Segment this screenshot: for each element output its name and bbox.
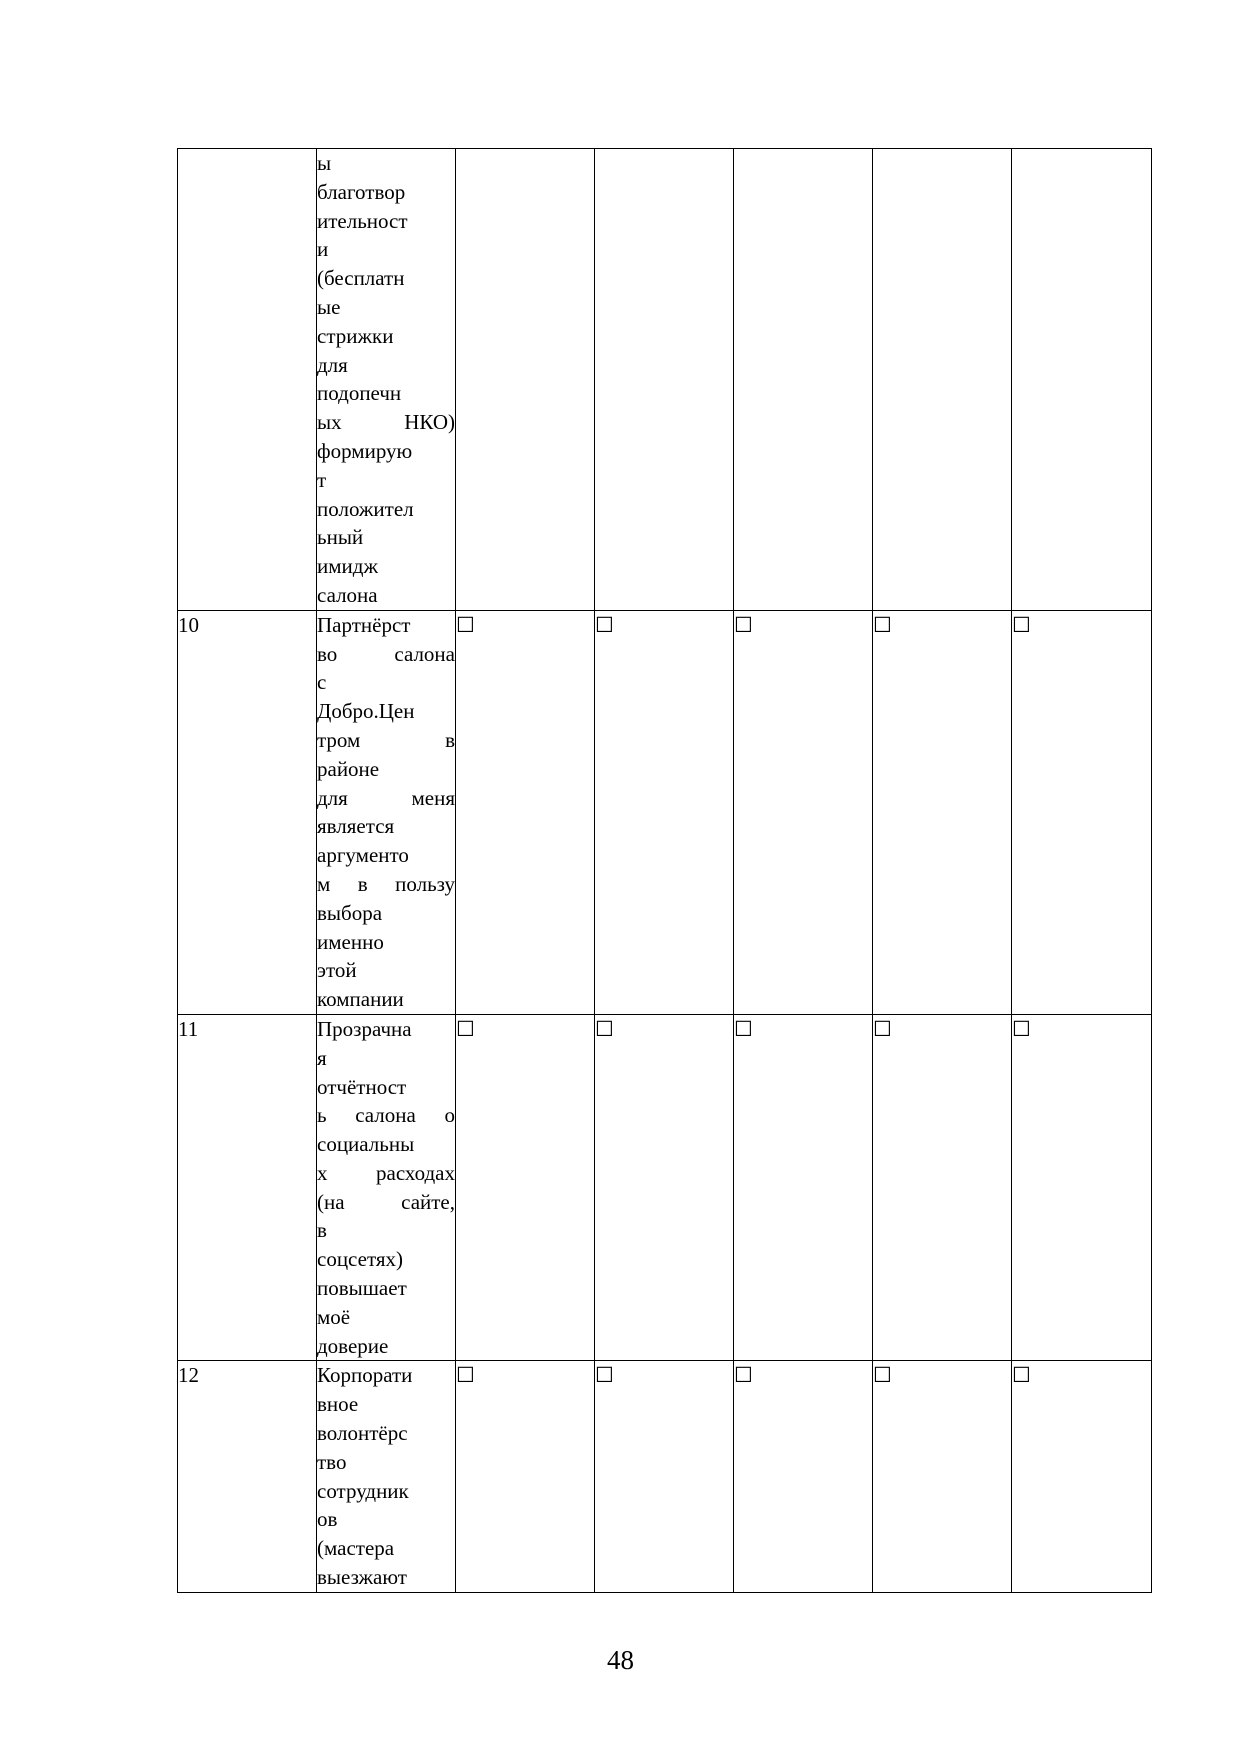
rating-cell (1012, 1014, 1152, 1361)
statement-line: имидж (317, 554, 378, 579)
statement-line: Партнёрст (317, 612, 411, 637)
statement-line: и (317, 237, 329, 262)
statement-line: (на сайте, (317, 1189, 455, 1214)
rating-cell (873, 1014, 1012, 1361)
statement-line: этой (317, 958, 357, 983)
rating-cell (595, 1014, 734, 1361)
rating-checkbox[interactable]: ☐ (873, 612, 892, 637)
statement-text (317, 149, 456, 611)
statement-line: х расходах (317, 1160, 455, 1185)
statement-line: благотвор (317, 179, 406, 204)
statement-line: для меня (317, 785, 455, 810)
statement-line: сотрудник (317, 1478, 409, 1503)
statement-line: стрижки (317, 323, 394, 348)
table-row (178, 1361, 1152, 1592)
statement-line: вное (317, 1392, 359, 1417)
statement-line: Прозрачна (317, 1016, 412, 1041)
statement-line: т (317, 467, 327, 492)
statement-line: салона (317, 582, 378, 607)
statement-line: тром в (317, 727, 455, 752)
statement-line: отчётност (317, 1074, 407, 1099)
rating-checkbox[interactable]: ☐ (595, 1016, 614, 1041)
rating-cell (873, 149, 1012, 611)
rating-cell (734, 149, 873, 611)
statement-line: (мастера (317, 1536, 395, 1561)
table-row (178, 1014, 1152, 1361)
rating-cell (595, 1361, 734, 1592)
rating-checkbox[interactable]: ☐ (456, 612, 475, 637)
rating-checkbox[interactable]: ☐ (734, 1363, 753, 1388)
rating-checkbox[interactable]: ☐ (734, 1016, 753, 1041)
rating-cell (456, 610, 595, 1014)
statement-line: Корпорати (317, 1363, 413, 1388)
rating-cell (734, 1361, 873, 1592)
statement-line: м в пользу (317, 871, 455, 896)
statement-line: социальны (317, 1132, 415, 1157)
rating-checkbox[interactable]: ☐ (734, 612, 753, 637)
rating-cell (595, 149, 734, 611)
statement-line: является (317, 814, 395, 839)
statement-line: с (317, 670, 327, 695)
rating-cell (1012, 1361, 1152, 1592)
rating-checkbox[interactable]: ☐ (873, 1016, 892, 1041)
statement-line: тво (317, 1449, 347, 1474)
rating-cell (595, 610, 734, 1014)
item-number: 10 (178, 610, 317, 1014)
rating-cell (456, 1361, 595, 1592)
statement-line: ых НКО) (317, 410, 455, 435)
rating-cell (456, 1014, 595, 1361)
statement-line: компании (317, 987, 404, 1012)
statement-line: ительност (317, 208, 408, 233)
statement-line: ов (317, 1507, 338, 1532)
statement-line: подопечн (317, 381, 402, 406)
rating-cell (456, 149, 595, 611)
statement-line: (бесплатн (317, 266, 405, 291)
item-number (178, 149, 317, 611)
statement-line: ьный (317, 525, 364, 550)
statement-line: районе (317, 756, 380, 781)
statement-text (317, 1014, 456, 1361)
statement-line: Добро.Цен (317, 699, 415, 724)
page-number: 48 (607, 1645, 634, 1675)
statement-line: ы (317, 151, 332, 175)
rating-cell (734, 1014, 873, 1361)
statement-line: соцсетях) (317, 1247, 404, 1272)
rating-cell (1012, 610, 1152, 1014)
rating-checkbox[interactable]: ☐ (456, 1016, 475, 1041)
rating-cell (1012, 149, 1152, 611)
statement-line: положител (317, 496, 414, 521)
statement-line: в (317, 1218, 327, 1243)
statement-line: я (317, 1045, 327, 1070)
statement-text (317, 610, 456, 1014)
rating-cell (873, 1361, 1012, 1592)
rating-checkbox[interactable]: ☐ (1012, 1016, 1031, 1041)
statement-line: во салона (317, 641, 455, 666)
statement-line: повышает (317, 1276, 407, 1301)
item-number: 12 (178, 1361, 317, 1592)
statement-line: формирую (317, 438, 413, 463)
rating-checkbox[interactable]: ☐ (1012, 612, 1031, 637)
table-row (178, 149, 1152, 611)
rating-cell (873, 610, 1012, 1014)
statement-line: доверие (317, 1333, 389, 1358)
statement-line: именно (317, 929, 384, 954)
rating-checkbox[interactable]: ☐ (595, 1363, 614, 1388)
rating-checkbox[interactable]: ☐ (595, 612, 614, 637)
rating-checkbox[interactable]: ☐ (456, 1363, 475, 1388)
statement-text (317, 1361, 456, 1592)
survey-table-body (178, 149, 1152, 1593)
statement-line: выбора (317, 900, 383, 925)
table-row (178, 610, 1152, 1014)
statement-line: волонтёрс (317, 1421, 408, 1446)
statement-line: ые (317, 294, 341, 319)
rating-checkbox[interactable]: ☐ (873, 1363, 892, 1388)
statement-line: ь салона о (317, 1103, 455, 1128)
rating-cell (734, 610, 873, 1014)
statement-line: выезжают (317, 1565, 407, 1590)
rating-checkbox[interactable]: ☐ (1012, 1363, 1031, 1388)
statement-line: для (317, 352, 348, 377)
statement-line: аргументо (317, 843, 409, 868)
statement-line: моё (317, 1304, 351, 1329)
item-number: 11 (178, 1014, 317, 1361)
survey-table (177, 148, 1152, 1593)
